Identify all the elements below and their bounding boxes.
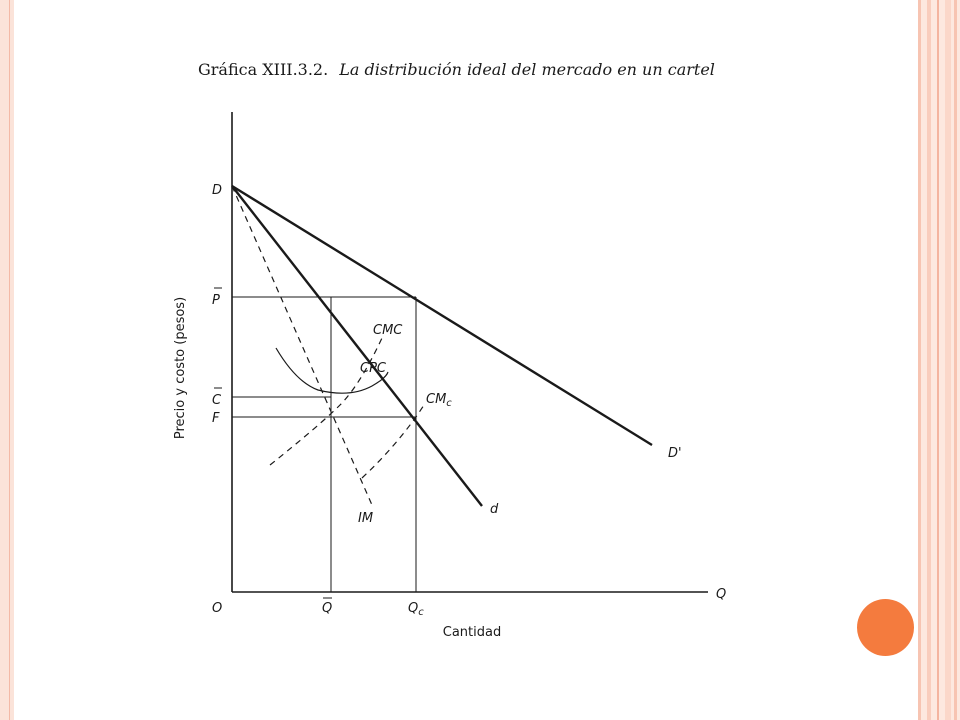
origin-label: O: [212, 601, 223, 616]
marginal-revenue-im: [232, 186, 372, 505]
cmc-sub-c-curve: [362, 405, 424, 478]
x-label-qc-sub: c: [418, 607, 424, 618]
x-label-qc: [408, 601, 424, 618]
x-axis-q-label: Q: [716, 587, 727, 602]
figure-title-prefix: Gráfica XIII.3.2.: [198, 60, 329, 79]
figure-title: [198, 60, 715, 79]
x-label-q-bar: Q: [322, 601, 333, 616]
figure-title-text: La distribución ideal del mercado en un cartel: [339, 60, 715, 79]
label-d-prime: D': [668, 446, 682, 461]
y-label-f: F: [212, 411, 220, 426]
y-label-p-bar: P: [212, 293, 220, 308]
label-cmc-sub: c: [446, 398, 452, 409]
label-im: IM: [358, 511, 374, 526]
demand-curve-d: [232, 186, 482, 506]
label-cmc: CMC: [373, 323, 403, 338]
x-axis-title: Cantidad: [442, 625, 502, 640]
label-cmc-main: CM: [426, 392, 447, 407]
x-label-qc-main: Q: [408, 601, 419, 616]
y-label-c-bar: C: [212, 393, 222, 408]
label-cmc-sub-c: [426, 392, 452, 409]
label-d: d: [490, 502, 499, 517]
y-axis-title: Precio y costo (pesos): [173, 296, 188, 440]
label-cpc: CPC: [360, 361, 386, 376]
y-label-d: D: [212, 183, 223, 198]
decorative-orange-circle: [857, 599, 914, 656]
